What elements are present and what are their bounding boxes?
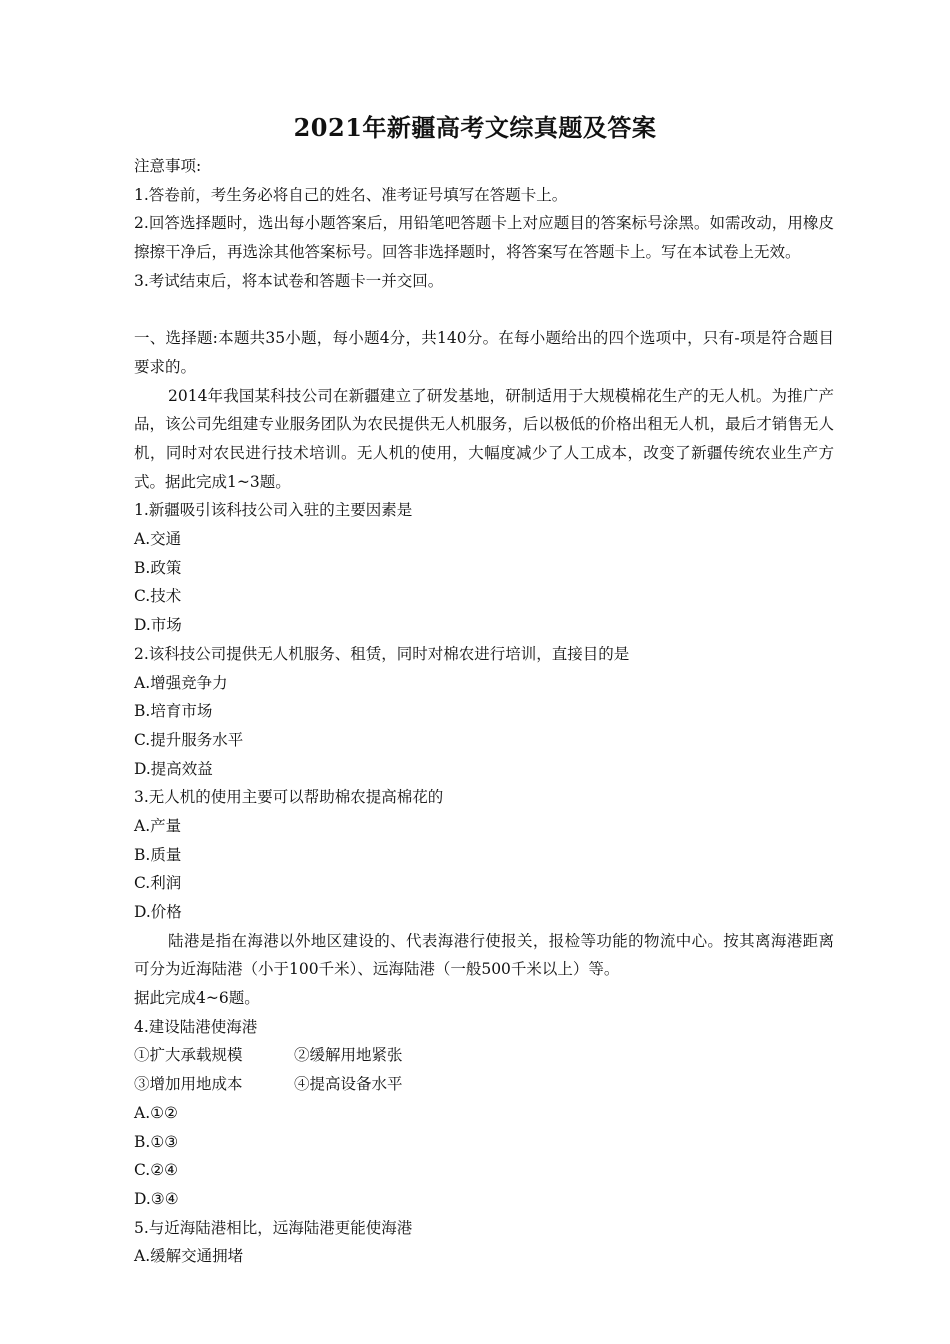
passage-tail: 据此完成4~6题。 (134, 989, 260, 1008)
question-stem: 2.该科技公司提供无人机服务、租赁，同时对棉农进行培训，直接目的是 (134, 644, 630, 663)
passage: 2014年我国某科技公司在新疆建立了研发基地，研制适用于大规模棉花生产的无人机。为推广产品，该公司先组建专业服务团队为农民提供无人机服务，后以极低的价格出租无人机，最后才销售无人机，同时对农民进行技术培训。无人机的使用，大幅度减少了人工成本，改变了新疆传统农业生产方式。据此完成1~3题。 (134, 386, 834, 491)
choice-item: ②缓解用地紧张 (294, 1046, 403, 1065)
answer-option: B.质量 (134, 845, 182, 864)
answer-option: A.缓解交通拥堵 (134, 1247, 244, 1266)
answer-option: D.③④ (134, 1189, 179, 1208)
notice-item: 3.考试结束后，将本试卷和答题卡一并交回。 (134, 271, 444, 290)
choice-item: ①扩大承载规模 (134, 1046, 243, 1065)
notice-item: 2.回答选择题时，选出每小题答案后，用铅笔吧答题卡上对应题目的答案标号涂黑。如需改动，用橡皮擦擦干净后，再选涂其他答案标号。回答非选择题时，将答案写在答题卡上。写在本试卷上无效。 (134, 214, 834, 262)
question-stem: 1.新疆吸引该科技公司入驻的主要因素是 (134, 501, 413, 520)
question-stem: 5.与近海陆港相比，远海陆港更能使海港 (134, 1218, 413, 1237)
answer-option: D.提高效益 (134, 759, 213, 778)
page-title: 2021年新疆高考文综真题及答案 (293, 113, 657, 142)
answer-option: B.政策 (134, 558, 182, 577)
answer-option: A.交通 (134, 530, 182, 549)
answer-option: A.增强竞争力 (134, 673, 228, 692)
section-intro: 一、选择题:本题共35小题，每小题4分，共140分。在每小题给出的四个选项中，只有-项是符合题目要求的。 (134, 329, 834, 376)
choice-row (134, 1041, 834, 1070)
answer-option: A.①② (134, 1103, 178, 1122)
answer-option: C.②④ (134, 1161, 179, 1180)
choice-item: ③增加用地成本 (134, 1075, 243, 1094)
exam-body (134, 152, 834, 1271)
notice-heading: 注意事项: (134, 157, 202, 175)
choice-item: ④提高设备水平 (294, 1075, 403, 1094)
spacer (134, 295, 834, 324)
answer-option: D.市场 (134, 616, 182, 635)
answer-option: C.利润 (134, 874, 182, 893)
choice-row (134, 1070, 834, 1099)
answer-option: D.价格 (134, 903, 182, 921)
question-stem: 4.建设陆港使海港 (134, 1017, 258, 1036)
answer-option: C.技术 (134, 587, 182, 606)
answer-option: B.培育市场 (134, 702, 213, 721)
answer-option: C.提升服务水平 (134, 730, 244, 749)
passage: 陆港是指在海港以外地区建设的、代表海港行使报关，报检等功能的物流中心。按其离海港距离可分为近海陆港（小于100千米）、远海陆港（一般500千米以上）等。 (134, 931, 834, 979)
answer-option: B.①③ (134, 1132, 179, 1151)
notice-item: 1.答卷前，考生务必将自己的姓名、准考证号填写在答题卡上。 (134, 185, 568, 204)
question-stem: 3.无人机的使用主要可以帮助棉农提高棉花的 (134, 788, 444, 807)
answer-option: A.产量 (134, 816, 182, 835)
